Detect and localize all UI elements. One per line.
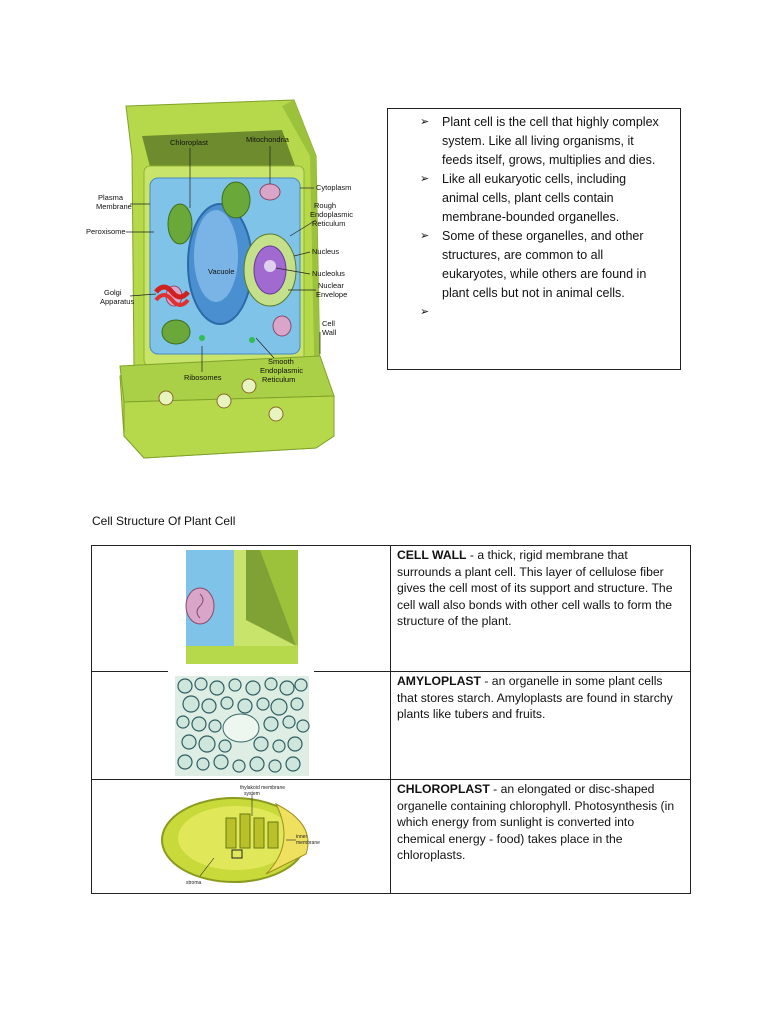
bullet-line: animal cells, plant cells contain — [442, 191, 614, 205]
label-stroma: stroma — [186, 880, 202, 886]
label-nucleus: Nucleus — [312, 247, 340, 256]
bullet-line: feeds itself, grows, multiplies and dies. — [442, 153, 656, 167]
arrow-bullet-icon: ➢ — [420, 116, 430, 128]
term-cell-wall: CELL WALL — [397, 548, 467, 562]
bullet-line: Some of these organelles, and other — [442, 229, 644, 243]
amyloplast-micrograph-image — [175, 676, 309, 776]
label-cell-wall-2: Wall — [322, 328, 337, 337]
arrow-bullet-icon: ➢ — [420, 306, 430, 318]
label-ribosomes: Ribosomes — [184, 373, 222, 382]
bullet-line: structures, are common to all — [442, 248, 604, 262]
label-rough-er-2: Endoplasmic — [310, 210, 353, 219]
label-cytoplasm: Cytoplasm — [316, 183, 352, 192]
term-amyloplast: AMYLOPLAST — [397, 674, 481, 688]
label-rough-er-1: Rough — [314, 201, 337, 210]
label-smooth-er-3: Reticulum — [262, 375, 296, 384]
label-inner-1: inner — [296, 834, 308, 840]
label-thylakoid-1: thylakoid membrane — [240, 785, 286, 791]
bullet-line: system. Like all living organisms, it — [442, 134, 634, 148]
label-nucleolus: Nucleolus — [312, 269, 345, 278]
label-plasma-membrane-2: Membrane — [96, 202, 132, 211]
arrow-bullet-icon: ➢ — [420, 173, 430, 185]
bullet-item — [420, 113, 670, 170]
cell-wall-image-cell — [92, 546, 391, 672]
label-nuclear-envelope-2: Envelope — [316, 290, 348, 299]
label-smooth-er-2: Endoplasmic — [260, 366, 303, 375]
definition-text: - an elongated or disc-shaped organelle containing chlorophyll. Photosynthesis (in which energy from sunlight is converted into chemical energy - food) takes place in the chloroplasts. — [397, 782, 675, 862]
amyloplast-description — [391, 672, 691, 780]
bullet-item — [420, 303, 670, 322]
amyloplast-image-cell — [92, 672, 391, 780]
bullet-line: eukaryotes, while others are found in — [442, 267, 647, 281]
label-nuclear-envelope-1: Nuclear — [318, 281, 344, 290]
bullet-line: Plant cell is the cell that highly complex — [442, 115, 659, 129]
plant-cell-diagram — [84, 96, 353, 462]
label-vacuole: Vacuole — [208, 267, 235, 276]
table-row — [92, 672, 691, 780]
label-thylakoid-2: system — [244, 791, 260, 797]
intro-bullet-box — [387, 108, 681, 370]
chloroplast-description — [391, 780, 691, 894]
cell-wall-description — [391, 546, 691, 672]
table-row — [92, 780, 691, 894]
label-peroxisome: Peroxisome — [86, 227, 126, 236]
label-plasma-membrane-1: Plasma — [98, 193, 124, 202]
bullet-item — [420, 227, 670, 303]
chloroplast-image-cell — [92, 780, 391, 894]
bullet-line: Like all eukaryotic cells, including — [442, 172, 627, 186]
table-row — [92, 546, 691, 672]
label-rough-er-3: Reticulum — [312, 219, 346, 228]
cell-wall-closeup-image — [186, 550, 298, 668]
arrow-bullet-icon: ➢ — [420, 230, 430, 242]
label-golgi-2: Apparatus — [100, 297, 135, 306]
label-inner-2: membrane — [296, 840, 320, 846]
label-mitochondria: Mitochondria — [246, 135, 289, 144]
definition-text: - a thick, rigid membrane that surrounds a plant cell. This layer of cellulose fiber gives the cell most of its support and structure. The cell wall also bonds with other cell walls to form the structure of the plant. — [397, 548, 673, 628]
bullet-line: plant cells but not in animal cells. — [442, 286, 625, 300]
label-golgi-1: Golgi — [104, 288, 122, 297]
bullet-line: membrane-bounded organelles. — [442, 210, 620, 224]
label-cell-wall-1: Cell — [322, 319, 335, 328]
organelle-table — [91, 545, 691, 894]
section-title: Cell Structure Of Plant Cell — [92, 514, 236, 528]
chloroplast-diagram-image — [156, 784, 326, 890]
term-chloroplast: CHLOROPLAST — [397, 782, 490, 796]
bullet-item — [420, 170, 670, 227]
plant-cell-illustration — [84, 96, 353, 462]
label-smooth-er-1: Smooth — [268, 357, 294, 366]
definition-text: - an organelle in some plant cells that stores starch. Amyloplasts are found in starchy plants like tubers and fruits. — [397, 674, 673, 721]
label-chloroplast: Chloroplast — [170, 138, 208, 147]
